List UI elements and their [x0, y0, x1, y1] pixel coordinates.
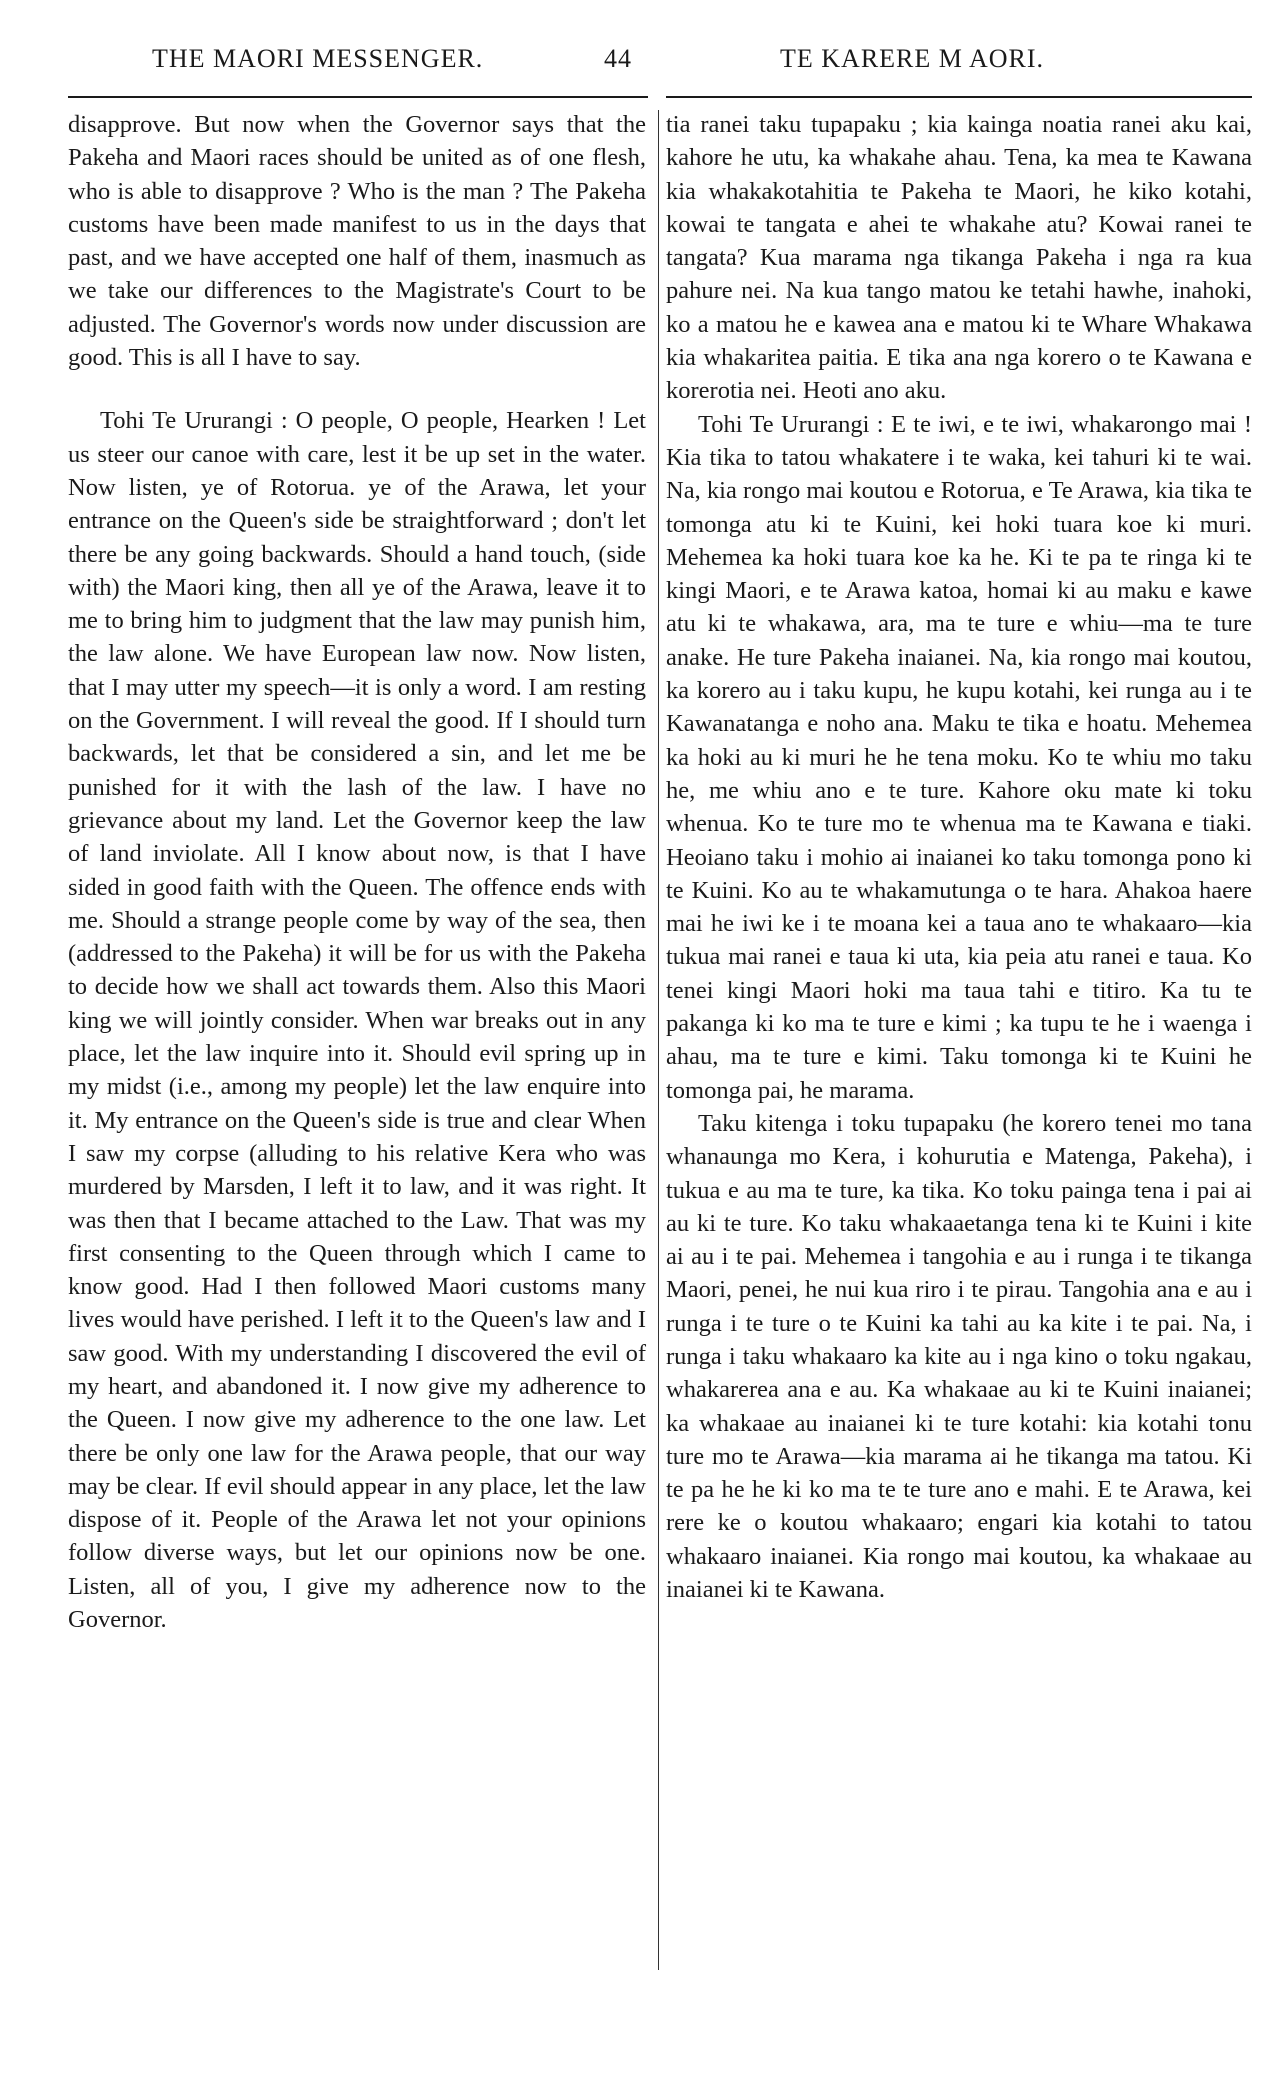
page-header [0, 44, 1280, 84]
header-rule-right [666, 96, 1252, 98]
column-divider [658, 110, 659, 1970]
english-column [68, 108, 646, 1636]
english-paragraph-tohi: Tohi Te Ururangi : O people, O people, Hearken ! Let us steer our canoe with care, lest it be up set in the water. Now listen, ye of Rotorua. ye of the Arawa, let your entrance on the Queen's side be straightforward ; don't let there be any going backwards. Should a hand touch, (side with) the Maori king, then all ye of the Arawa, leave it to me to bring him to judgment that the law may punish him, the law alone. We have European law now. Now listen, that I may utter my speech—it is only a word. I am resting on the Government. I will reveal the good. If I should turn backwards, let that be considered a sin, and let me be punished for it with the lash of the law. I have no grievance about my land. Let the Governor keep the law of land inviolate. All I know about now, is that I have sided in good faith with the Queen. The offence ends with me. Should a strange people come by way of the sea, then (addressed to the Pakeha) it will be for us with the Pakeha to decide how we shall act towards them. Also this Maori king we will jointly consider. When war breaks out in any place, let the law inquire into it. Should evil spring up in my midst (i.e., among my people) let the law enquire into it. My entrance on the Queen's side is true and clear When I saw my corpse (alluding to his relative Kera who was murdered by Marsden, I left it to law, and it was right. It was then that I became attached to the Law. That was my first consenting to the Queen through which I came to know good. Had I then followed Maori customs many lives would have perished. I left it to the Queen's law and I saw good. With my understanding I discovered the evil of my heart, and abandoned it. I now give my adherence to the Queen. I now give my adherence to the one law. Let there be only one law for the Arawa people, that our way may be clear. If evil should appear in any place, let the law dispose of it. People of the Arawa let not your opinions follow diverse ways, but let our opinions now be one. Listen, all of you, I give my adherence now to the Governor. [68, 407, 646, 1634]
maori-paragraph-continued: tia ranei taku tupapaku ; kia kainga noatia ranei aku kai, kahore he utu, ka whakahe ahau. Tena, ka mea te Kawana kia whakakotahitia te Pakeha te Maori, he kiko kotahi, kowai te tangata e ahei te whakahe atu? Kowai ranei te tangata? Kua marama nga tikanga Pakeha i nga ra kua pahure nei. Na kua tango matou ke tetahi hawhe, inahoki, ko a matou he e kawea ana e matou ki te Whare Whakawa kia whakaritea paitia. E tika ana nga korero o te Kawana e korerotia nei. Heoti ano aku. [666, 111, 1252, 405]
running-title-maori: TE KARERE M AORI. [780, 44, 1044, 73]
page-number: 44 [604, 44, 632, 73]
maori-paragraph-tohi: Tohi Te Ururangi : E te iwi, e te iwi, whakarongo mai ! Kia tika to tatou whakatere i te waka, kei tahuri ki te wai. Na, kia rongo mai koutou e Rotorua, e Te Arawa, kia tika te tomonga atu ki te Kuini, kei hoki tuara koe ki muri. Mehemea ka hoki tuara koe ka he. Ki te pa te ringa ki te kingi Maori, e te Arawa katoa, homai ki au maku e kawe atu ki te whakawa, ara, ma te ture e whiu—ma te ture anake. He ture Pakeha inaianei. Na, kia rongo mai koutou, ka korero au i taku kupu, he kupu kotahi, kei runga au i te Kawanatanga e noho ana. Maku te tika e hoatu. Mehemea ka hoki au ki muri he he tena moku. Ko te whiu mo taku he, me whiu ano e te ture. Kahore oku mate ki toku whenua. Ko te ture mo te whenua ma te Kawana e tiaki. Heoiano taku i mohio ai inaianei ko taku tomonga pono ki te Kuini. Ko au te whakamutunga o te hara. Ahakoa haere mai he iwi ke i te moana kei a taua ano te whakaaro—kia tukua mai ranei e taua ki uta, kia peia atu ranei e taua. Ko tenei kingi Maori hoki ma taua tahi e titiro. Ka tu te pakanga ki ko ma te ture e kimi ; ka tupu te he i waenga i ahau, ma te ture e kimi. Taku tomonga ki te Kuini he tomonga pai, he marama. [666, 410, 1252, 1104]
running-title-english: THE MAORI MESSENGER. [152, 44, 484, 73]
maori-paragraph-tupapaku: Taku kitenga i toku tupapaku (he korero tenei mo tana whanaunga mo Kera, i kohurutia e Matenga, Pakeha), i tukua e au ma te ture, ka tika. Ko toku painga tena i pai ai au ki te ture. Ko taku whakaaetanga tena ki te Kuini i kite ai au i te pai. Mehemea i tangohia e au i runga i te tikanga Maori, penei, he nui kua riro i te pirau. Tangohia ana e au i runga i te ture o te Kuini ka tahi au ka kite i te pai. Na, i runga i taku whakaaro ka kite au i nga kino o toku ngakau, whakarerea ana e au. Ka whakaae au ki te Kuini inaianei; ka whakaae au inaianei ki te ture kotahi: kia kotahi tonu ture mo te Arawa—kia marama ai he tikanga ma tatou. Ki te pa he he ki ko ma te te ture ano e mahi. E te Arawa, kei rere ke o koutou whakaaro; engari kia kotahi to tatou whakaaro inaianei. Kia rongo mai koutou, ka whakaae au inaianei ki te Kawana. [666, 1109, 1252, 1604]
header-rule-left [68, 96, 648, 98]
english-paragraph-continued: disapprove. But now when the Governor says that the Pakeha and Maori races should be united as of one flesh, who is able to disapprove ? Who is the man ? The Pakeha customs have been made manifest to us in the days that past, and we have accepted one half of them, inasmuch as we take our differences to the Magistrate's Court to be adjusted. The Governor's words now under discussion are good. This is all I have to say. [68, 111, 646, 372]
maori-column [666, 108, 1252, 1606]
